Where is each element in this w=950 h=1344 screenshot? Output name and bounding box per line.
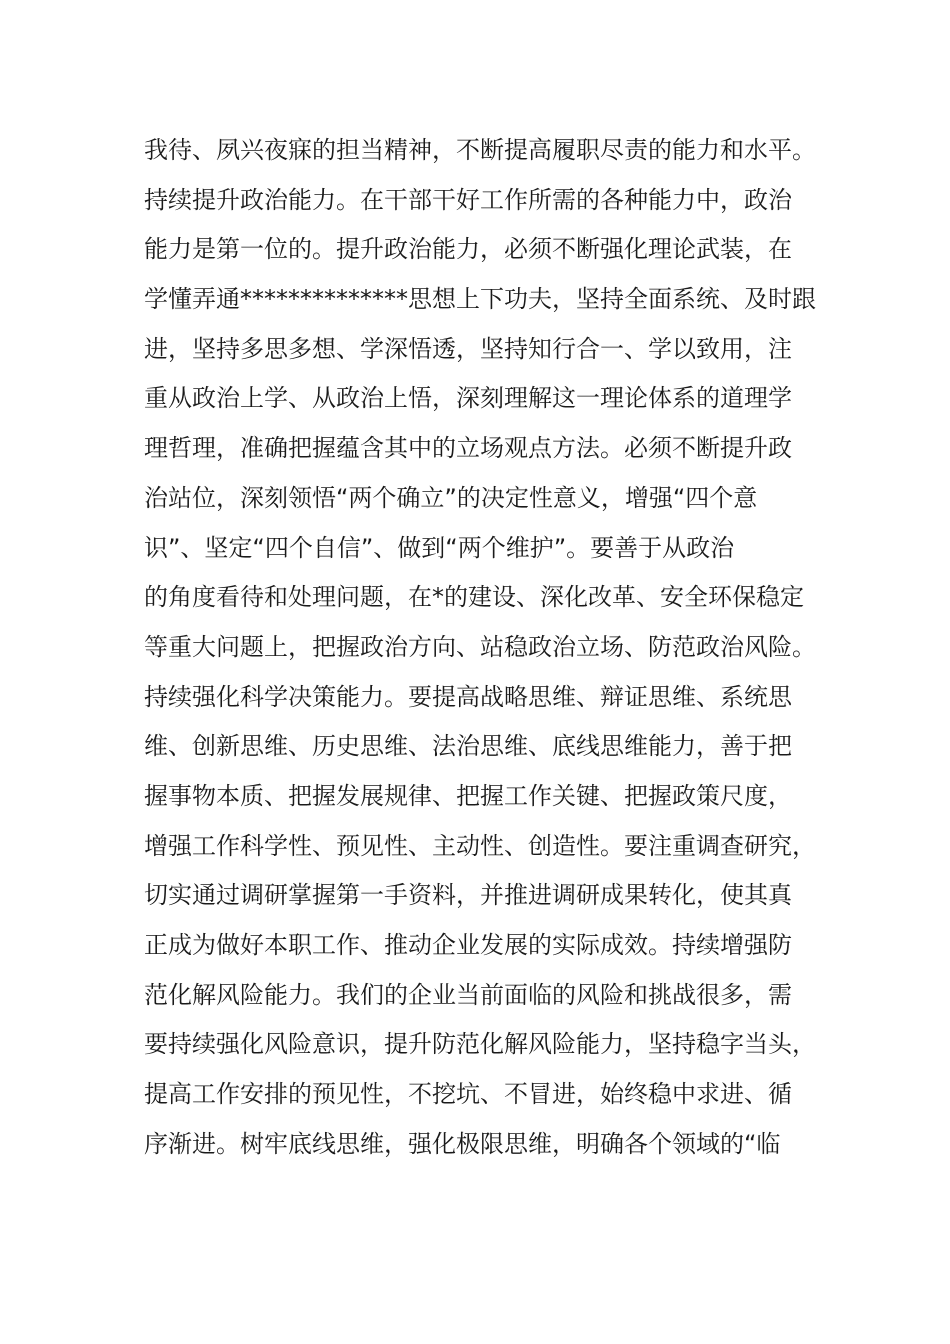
text-line-14: 握事物本质、把握发展规律、把握工作关键、把握政策尺度，	[144, 781, 792, 810]
text-line-21: 序渐进。树牢底线思维，强化极限思维，明确各个领域的“临	[144, 1129, 781, 1158]
text-line-1: 我待、夙兴夜寐的担当精神，不断提高履职尽责的能力和水平。	[144, 136, 816, 164]
text-line-10: 的角度看待和处理问题，在*的建设、深化改革、安全环保稳定	[144, 583, 804, 612]
text-line-17: 正成为做好本职工作、推动企业发展的实际成效。持续增强防	[144, 931, 792, 959]
text-line-13: 维、创新思维、历史思维、法治思维、底线思维能力，善于把	[144, 732, 792, 761]
text-line-16: 切实通过调研掌握第一手资料，并推进调研成果转化，使其真	[144, 881, 792, 910]
text-line-2: 持续提升政治能力。在干部干好工作所需的各种能力中，政治	[144, 185, 792, 214]
text-line-12: 持续强化科学决策能力。要提高战略思维、辩证思维、系统思	[144, 682, 792, 711]
text-line-9: 识”、坚定“四个自信”、做到“两个维护”。要善于从政治	[144, 533, 735, 562]
text-line-8: 治站位，深刻领悟“两个确立”的决定性意义，增强“四个意	[144, 483, 758, 512]
text-line-5: 进，坚持多思多想、学深悟透，坚持知行合一、学以致用，注	[144, 334, 792, 363]
text-line-4: 学懂弄通**************思想上下功夫，坚持全面系统、及时跟	[144, 285, 816, 314]
text-line-19: 要持续强化风险意识，提升防范化解风险能力，坚持稳字当头，	[144, 1030, 816, 1059]
text-line-7: 理哲理，准确把握蕴含其中的立场观点方法。必须不断提升政	[144, 434, 792, 463]
text-line-6: 重从政治上学、从政治上悟，深刻理解这一理论体系的道理学	[144, 384, 792, 413]
text-line-15: 增强工作科学性、预见性、主动性、创造性。要注重调查研究，	[144, 831, 816, 860]
text-line-11: 等重大问题上，把握政治方向、站稳政治立场、防范政治风险。	[144, 632, 816, 661]
body-text	[144, 126, 824, 1169]
text-line-20: 提高工作安排的预见性，不挖坑、不冒进，始终稳中求进、循	[144, 1080, 792, 1109]
text-line-18: 范化解风险能力。我们的企业当前面临的风险和挑战很多，需	[144, 980, 792, 1009]
text-line-3: 能力是第一位的。提升政治能力，必须不断强化理论武装，在	[144, 235, 792, 264]
